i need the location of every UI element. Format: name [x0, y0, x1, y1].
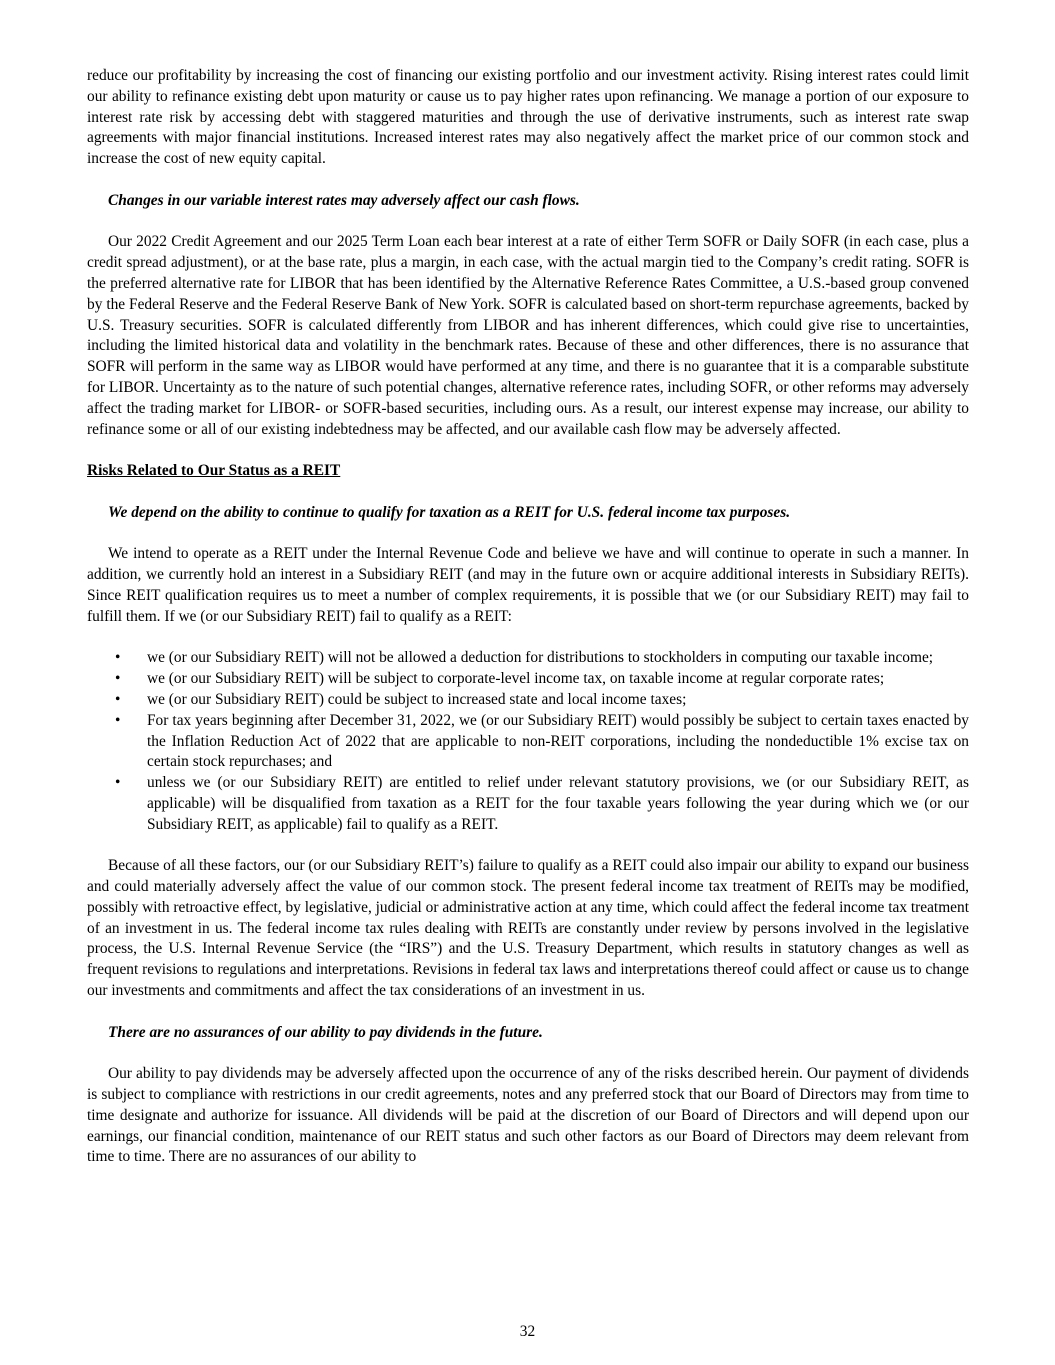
bullet-icon: • [115, 649, 121, 667]
subheading-variable-rates: Changes in our variable interest rates may adversely affect our cash flows. [108, 191, 580, 209]
list-item [87, 773, 969, 835]
list-item-text: For tax years beginning after December 31, 2022, we (or our Subsidiary REIT) would possibly be subject to certain taxes enacted by the Inflation Reduction Act of 2022 that are applicable to non-REIT corporations, including the nondeductible 1% excise tax on certain stock repurchases; and [147, 711, 969, 771]
subheading-dividends: There are no assurances of our ability to pay dividends in the future. [108, 1023, 543, 1041]
list-item-text: we (or our Subsidiary REIT) could be subject to increased state and local income taxes; [147, 690, 687, 708]
subheading-reit-qualify: We depend on the ability to continue to qualify for taxation as a REIT for U.S. federal income tax purposes. [108, 503, 791, 521]
list-item [87, 711, 969, 773]
factors-paragraph: Because of all these factors, our (or our Subsidiary REIT’s) failure to qualify as a REIT could also impair our ability to expand our business and could materially adversely affect the value of our common stock. The present federal income tax treatment of REITs may be modified, possibly with retroactive effect, by legislative, judicial or administrative action at any time, which could affect the federal income tax treatment of an investment in us. The federal income tax rules dealing with REITs are constantly under review by persons involved in the legislative process, the U.S. Internal Revenue Service (the “IRS”) and the U.S. Treasury Department, which results in statutory changes as well as frequent revisions to regulations and interpretations. Revisions in federal tax laws and interpretations thereof could affect or cause us to change our investments and commitments and affect the tax considerations of an investment in us. [87, 857, 969, 1000]
reit-failure-consequences-list [87, 648, 969, 835]
bullet-icon: • [115, 690, 121, 708]
section-heading-reit: Risks Related to Our Status as a REIT [87, 462, 341, 480]
variable-rates-paragraph: Our 2022 Credit Agreement and our 2025 Term Loan each bear interest at a rate of either Term SOFR or Daily SOFR (in each case, plus a credit spread adjustment), or at the base rate, plus a margin, in each case, with the actual margin tied to the Company’s credit rating. SOFR is the preferred alternative rate for LIBOR that has been identified by the Alternative Reference Rates Committee, a U.S.-based group convened by the Federal Reserve and the Federal Reserve Bank of New York. SOFR is calculated based on short-term repurchase agreements, backed by U.S. Treasury securities. SOFR is calculated differently from LIBOR and has inherent differences, which could give rise to uncertainties, including the limited historical data and volatility in the benchmark rates. Because of these and other differences, there is no assurance that SOFR will perform in the same way as LIBOR would have performed at any time, and there is no guarantee that it is a comparable substitute for LIBOR. Uncertainty as to the nature of such potential changes, alternative reference rates, including SOFR, or other reforms may adversely affect the trading market for LIBOR- or SOFR-based securities, including ours. As a result, our interest expense may increase, our ability to refinance some or all of our existing indebtedness may be affected, and our available cash flow may be adversely affected. [87, 233, 969, 438]
list-item [87, 669, 969, 690]
list-item [87, 690, 969, 711]
list-item-text: unless we (or our Subsidiary REIT) are entitled to relief under relevant statutory provisions, we (or our Subsidiary REIT, as applicable) will be disqualified from taxation as a REIT for the four taxable years following the year during which we (or our Subsidiary REIT, as applicable) fail to qualify as a REIT. [147, 774, 969, 833]
dividends-paragraph: Our ability to pay dividends may be adversely affected upon the occurrence of any of the risks described herein. Our payment of dividends is subject to compliance with restrictions in our credit agreements, notes and any preferred stock that our Board of Directors may from time to time designate and authorize for issuance. All dividends will be paid at the discretion of our Board of Directors and will depend upon our earnings, our financial condition, maintenance of our REIT status and such other factors as our Board of Directors may deem relevant from time to time. There are no assurances of our ability to [87, 1065, 969, 1166]
list-item-text: we (or our Subsidiary REIT) will be subject to corporate-level income tax, on taxable income at regular corporate rates; [147, 670, 885, 688]
intro-paragraph: reduce our profitability by increasing the cost of financing our existing portfolio and our investment activity. Rising interest rates could limit our ability to refinance existing debt upon maturity or cause us to pay higher rates upon refinancing. We manage a portion of our exposure to interest rate risk by accessing debt with staggered maturities and through the use of derivative instruments, such as interest rate swap agreements with major financial institutions. Increased interest rates may also negatively affect the market price of our common stock and increase the cost of new equity capital. [87, 67, 969, 168]
list-item-text: we (or our Subsidiary REIT) will not be allowed a deduction for distributions to stockholders in computing our taxable income; [147, 649, 934, 667]
bullet-icon: • [115, 774, 121, 792]
bullet-icon: • [115, 711, 121, 729]
reit-qualify-paragraph: We intend to operate as a REIT under the Internal Revenue Code and believe we have and will continue to operate in such a manner. In addition, we currently hold an interest in a Subsidiary REIT (and may in the future own or acquire additional interests in Subsidiary REITs). Since REIT qualification requires us to meet a number of complex requirements, it is possible that we (or our Subsidiary REIT) may fail to fulfill them. If we (or our Subsidiary REIT) fail to qualify as a REIT: [87, 545, 969, 625]
bullet-icon: • [115, 670, 121, 688]
page-number: 32 [519, 1323, 536, 1340]
document-page [87, 66, 969, 1168]
list-item [87, 648, 969, 669]
